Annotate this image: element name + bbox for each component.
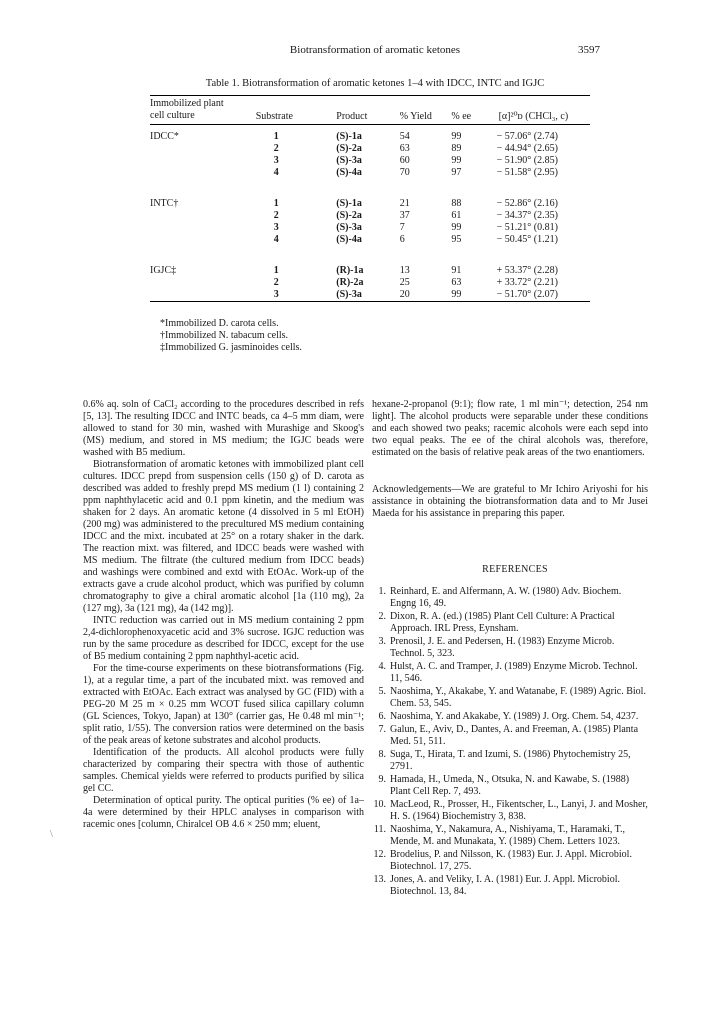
culture-cell: [150, 234, 256, 246]
reference-text: Suga, T., Hirata, T. and Izumi, S. (1986) Phytochemistry 25, 2791.: [390, 749, 631, 772]
culture-cell: IDCC*: [150, 131, 179, 142]
reference-text: Prenosil, J. E. and Pedersen, H. (1983) Enzyme Microb. Technol. 5, 323.: [390, 636, 615, 659]
product-cell: (S)-1a: [336, 131, 362, 142]
substrate-cell: 2: [273, 277, 279, 288]
yield-cell: 13: [399, 265, 410, 276]
table-row: [150, 289, 590, 302]
substrate-cell: 1: [273, 198, 279, 209]
product-cell: (S)-3a: [336, 155, 362, 166]
ee-cell: 99: [451, 131, 462, 142]
ee-cell: 99: [451, 155, 462, 166]
header-product: Product: [336, 111, 368, 122]
yield-cell: 70: [399, 167, 410, 178]
substrate-cell: 4: [273, 167, 279, 178]
culture-cell: [150, 222, 256, 234]
ee-cell: 99: [451, 222, 462, 233]
reference-number: 10.: [373, 799, 386, 810]
header-rotation: [α]²⁰ᴅ (CHCl₃, c): [498, 111, 569, 122]
reference-text: Hulst, A. C. and Tramper, J. (1989) Enzyme Microb. Technol. 11, 546.: [390, 661, 638, 684]
table-row: [150, 210, 590, 222]
table-row: [150, 259, 590, 277]
yield-cell: 63: [399, 143, 410, 154]
culture-cell: [150, 143, 256, 155]
reference-text: Naoshima, Y., Nakamura, A., Nishiyama, T., Haramaki, T., Mende, M. and Munakata, Y. (1989) Chem. Letters 1023.: [390, 824, 626, 847]
margin-mark: \: [50, 829, 53, 840]
rotation-cell: − 52.86° (2.16): [496, 198, 558, 209]
rotation-cell: − 34.37° (2.35): [496, 210, 558, 221]
table-group-igjc: [150, 259, 590, 302]
reference-number: 8.: [378, 749, 386, 760]
reference-number: 1.: [378, 586, 386, 597]
product-cell: (S)-1a: [336, 198, 362, 209]
results-table: [150, 95, 590, 302]
reference-text: Dixon, R. A. (ed.) (1985) Plant Cell Culture: A Practical Approach. IRL Press, Eynsham.: [390, 611, 615, 634]
references-heading: REFERENCES: [482, 564, 548, 575]
reference-number: 13.: [373, 874, 386, 885]
yield-cell: 60: [399, 155, 410, 166]
reference-item: [372, 711, 648, 723]
substrate-cell: 2: [273, 143, 279, 154]
reference-list: [372, 586, 648, 898]
yield-cell: 25: [399, 277, 410, 288]
reference-text: Brodelius, P. and Nilsson, K. (1983) Eur. J. Appl. Microbiol. Biotechnol. 17, 275.: [390, 849, 632, 872]
rotation-cell: − 57.06° (2.74): [496, 131, 558, 142]
reference-item: [372, 749, 648, 773]
table-spacer-row: [150, 246, 590, 259]
ee-cell: 88: [451, 198, 462, 209]
table-caption: Table 1. Biotransformation of aromatic ketones 1–4 with IDCC, INTC and IGJC: [205, 78, 545, 89]
footnote-idcc: *Immobilized D. carota cells.: [160, 318, 279, 329]
table-row: [150, 125, 590, 144]
yield-cell: 21: [399, 198, 410, 209]
substrate-cell: 4: [273, 234, 279, 245]
culture-cell: [150, 210, 256, 222]
reference-text: Reinhard, E. and Alfermann, A. W. (1980) Adv. Biochem. Engng 16, 49.: [390, 586, 622, 609]
table-row: [150, 234, 590, 246]
rotation-cell: − 51.90° (2.85): [496, 155, 558, 166]
product-cell: (S)-4a: [336, 234, 362, 245]
yield-cell: 7: [399, 222, 405, 233]
ee-cell: 99: [451, 289, 462, 300]
reference-number: 5.: [378, 686, 386, 697]
reference-number: 3.: [378, 636, 386, 647]
rotation-cell: + 33.72° (2.21): [496, 277, 558, 288]
rotation-cell: − 44.94° (2.65): [496, 143, 558, 154]
culture-cell: IGJC‡: [150, 265, 177, 276]
table-row: [150, 192, 590, 210]
reference-number: 12.: [373, 849, 386, 860]
running-head: [150, 44, 600, 58]
table-spacer-row: [150, 179, 590, 192]
ee-cell: 89: [451, 143, 462, 154]
table-group-intc: [150, 192, 590, 259]
paragraph: 0.6% aq. soln of CaCl₂ according to the procedures described in refs [5, 13]. The resulting IDCC and INTC beads, ca 4–5 mm diam, were allowed to stand for 30 min, washed with Murashige and Skoog's (MS) medium, and stored in MS medium; the IGJC beads were washed with B5 medium.: [83, 399, 364, 458]
ee-cell: 63: [451, 277, 462, 288]
header-substrate: Substrate: [255, 111, 293, 122]
reference-text: MacLeod, R., Prosser, H., Fikentscher, L., Lanyi, J. and Mosher, H. S. (1964) Biochemistry 3, 838.: [390, 799, 648, 822]
reference-text: Naoshima, Y., Akakabe, Y. and Watanabe, F. (1989) Agric. Biol. Chem. 53, 545.: [390, 686, 646, 709]
paragraph: Determination of optical purity. The optical purities (% ee) of 1a–4a were determined by their HPLC analyses in comparison with racemic ones [column, Chiralcel OB 4.6 × 250 mm; eluent,: [83, 795, 364, 830]
table-row: [150, 222, 590, 234]
yield-cell: 6: [399, 234, 405, 245]
yield-cell: 54: [399, 131, 410, 142]
table-row: [150, 155, 590, 167]
rotation-cell: − 51.21° (0.81): [496, 222, 558, 233]
product-cell: (S)-2a: [336, 210, 362, 221]
reference-item: [372, 799, 648, 823]
culture-cell: INTC†: [150, 198, 179, 209]
body-column-left: [83, 399, 364, 831]
reference-number: 6.: [378, 711, 386, 722]
page-number: 3597: [578, 44, 600, 56]
paragraph: Identification of the products. All alcohol products were fully characterized by comparing their spectra with those of authentic samples. Chemical yields were referred to products purified by silica gel CC.: [83, 747, 364, 794]
substrate-cell: 3: [273, 222, 279, 233]
reference-text: Jones, A. and Veliky, I. A. (1981) Eur. J. Appl. Microbiol. Biotechnol. 13, 84.: [390, 874, 620, 897]
product-cell: (R)-1a: [336, 265, 364, 276]
substrate-cell: 1: [273, 131, 279, 142]
reference-item: [372, 874, 648, 898]
rotation-cell: + 53.37° (2.28): [496, 265, 558, 276]
acknowledgements: Acknowledgements—We are grateful to Mr Ichiro Ariyoshi for his assistance in obtaining the biotransformation data and to Mr Jusei Maeda for his assistance in preparing this paper.: [372, 484, 648, 519]
header-cell-culture-line2: cell culture: [150, 110, 195, 121]
table-header-row: [150, 96, 590, 125]
header-cell-culture-line1: Immobilized plant: [150, 98, 224, 109]
footnote-igjc: ‡Immobilized G. jasminoides cells.: [160, 342, 302, 353]
ee-cell: 91: [451, 265, 462, 276]
reference-number: 4.: [378, 661, 386, 672]
reference-item: [372, 774, 648, 798]
substrate-cell: 3: [273, 155, 279, 166]
product-cell: (S)-3a: [336, 289, 362, 300]
ee-cell: 61: [451, 210, 462, 221]
reference-item: [372, 661, 648, 685]
rotation-cell: − 50.45° (1.21): [496, 234, 558, 245]
table-row: [150, 143, 590, 155]
reference-number: 9.: [378, 774, 386, 785]
table-row: [150, 167, 590, 179]
table-footnotes: [160, 318, 302, 354]
body-column-right: [372, 399, 648, 899]
reference-text: Hamada, H., Umeda, N., Otsuka, N. and Kawabe, S. (1988) Plant Cell Rep. 7, 493.: [390, 774, 630, 797]
reference-text: Naoshima, Y. and Akakabe, Y. (1989) J. Org. Chem. 54, 4237.: [390, 711, 639, 722]
culture-cell: [150, 277, 256, 289]
reference-item: [372, 686, 648, 710]
running-head-title: Biotransformation of aromatic ketones: [289, 44, 461, 56]
reference-number: 2.: [378, 611, 386, 622]
reference-item: [372, 636, 648, 660]
product-cell: (S)-4a: [336, 167, 362, 178]
header-yield: % Yield: [399, 111, 432, 122]
rotation-cell: − 51.58° (2.95): [496, 167, 558, 178]
ee-cell: 95: [451, 234, 462, 245]
product-cell: (R)-2a: [336, 277, 364, 288]
reference-item: [372, 586, 648, 610]
product-cell: (S)-2a: [336, 143, 362, 154]
substrate-cell: 2: [273, 210, 279, 221]
table-spacer-cell: [150, 246, 590, 259]
ee-cell: 97: [451, 167, 462, 178]
culture-cell: [150, 155, 256, 167]
culture-cell: [150, 167, 256, 179]
reference-item: [372, 824, 648, 848]
substrate-cell: 3: [273, 289, 279, 300]
paragraph: For the time-course experiments on these biotransformations (Fig. 1), at a regular time, a part of the incubated mixt. was removed and extracted with EtOAc. Each extract was analysed by GC (FID) with a PEG-20 M 25 m × 0.25 mm WCOT fused silica capillary column (GL Sciences, Tokyo, Japan) at 130° (carrier gas, He 0.48 ml min⁻¹; split ratio, 1/55). The conversion ratios were determined on the basis of the peak areas of ketone substrates and alcohol products.: [83, 663, 364, 746]
header-ee: % ee: [451, 111, 472, 122]
yield-cell: 20: [399, 289, 410, 300]
table-row: [150, 277, 590, 289]
reference-item: [372, 611, 648, 635]
reference-number: 7.: [378, 724, 386, 735]
header-cell-culture: [150, 96, 256, 125]
culture-cell: [150, 289, 256, 302]
rotation-cell: − 51.70° (2.07): [496, 289, 558, 300]
reference-text: Galun, E., Aviv, D., Dantes, A. and Freeman, A. (1985) Planta Med. 51, 511.: [390, 724, 639, 747]
reference-number: 11.: [373, 824, 386, 835]
product-cell: (S)-3a: [336, 222, 362, 233]
footnote-intc: †Immobilized N. tabacum cells.: [160, 330, 289, 341]
substrate-cell: 1: [273, 265, 279, 276]
yield-cell: 37: [399, 210, 410, 221]
paragraph: Biotransformation of aromatic ketones with immobilized plant cell cultures. IDCC prepd from suspension cells (150 g) of D. carota as described was added to freshly prepd MS medium (1 l) containing 2 ppm naphthylacetic acid and 0.1 ppm kinetin, and the medium was shaken for 2 days. An aromatic ketone (4 dissolved in 5 ml EtOH) (200 mg) was administered to the precultured MS medium containing IDCC and the mixt. incubated at 25° on a rotary shaker in the dark. The reaction mixt. was filtered, and IDCC beads were washed with MS medium. The filtrate (the cultured medium from IDCC beads) and washings were combined and extd with EtOAc. Work-up of the extracts gave a crude alcohol product, which was purified by column chromatography to give a chiral aromatic alcohol [1a (110 mg), 2a (127 mg), 3a (121 mg), 4a (142 mg)].: [83, 459, 364, 614]
paragraph: INTC reduction was carried out in MS medium containing 2 ppm 2,4-dichlorophenoxyacetic acid and 3% sucrose. IGJC reduction was run by the same procedure as described for IDCC, except for the use of B5 medium containing 2 ppm naphthyl-acetic acid.: [83, 615, 364, 662]
reference-item: [372, 849, 648, 873]
reference-item: [372, 724, 648, 748]
paragraph: hexane-2-propanol (9:1); flow rate, 1 ml min⁻¹; detection, 254 nm light]. The alcohol products were separable under these conditions and each showed two peaks; racemic alcohols were each sepd into two equal peaks. The ee of the chiral alcohols was, therefore, estimated on the basis of relative peak areas of the two enantiomers.: [372, 399, 648, 458]
table-spacer-cell: [150, 179, 590, 192]
table-group-idcc: [150, 125, 590, 193]
